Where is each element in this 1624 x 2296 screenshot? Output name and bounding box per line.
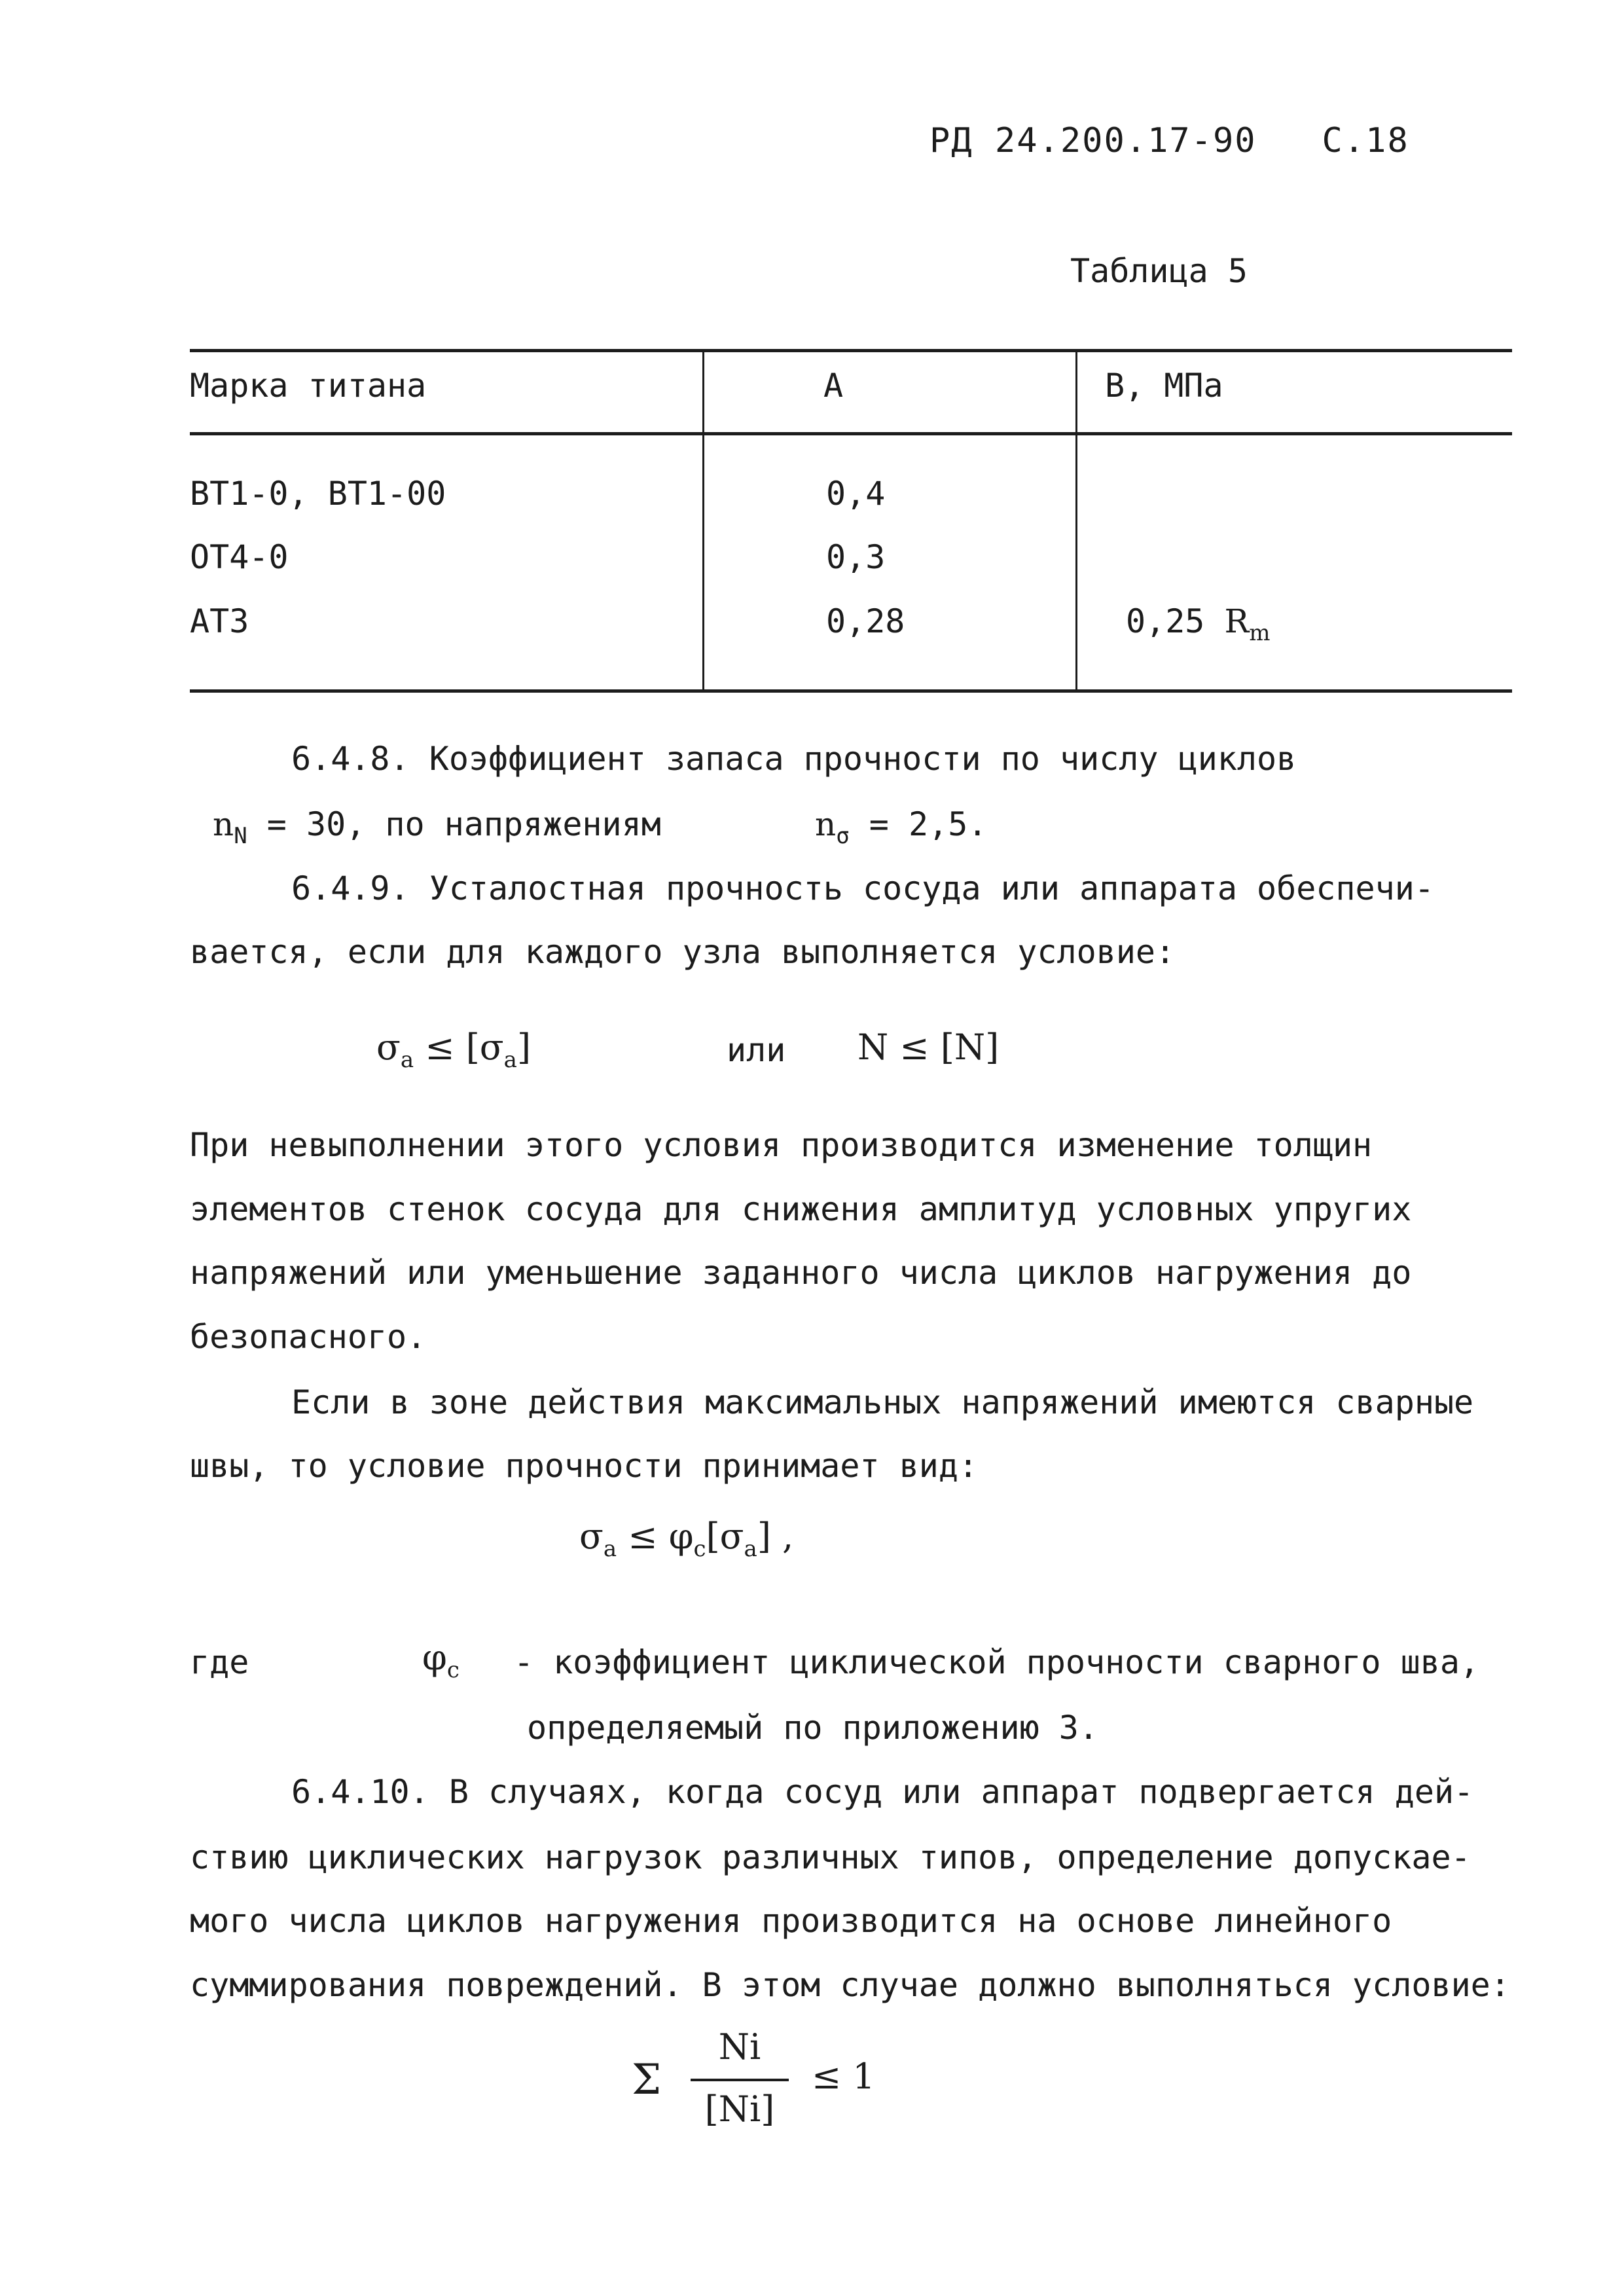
document-reference xyxy=(929,121,1409,160)
where-text-1: - коэффициент циклической прочности сварного шва, xyxy=(514,1643,1480,1681)
welded-seam-condition: $\sigma_a \le \varphi_c[\sigma_a]$ , xyxy=(579,1516,794,1562)
para-6410-line4: суммирования повреждений. В этом случае должно выполняться условие: xyxy=(190,1966,1510,2004)
table-header-a: A xyxy=(823,367,844,405)
doc-code: РД 24.200.17-90 xyxy=(929,121,1257,160)
para-648-line1: 6.4.8. Коэффициент запаса прочности по числу циклов xyxy=(291,740,1297,778)
where-text-2: определяемый по приложению 3. xyxy=(527,1709,1098,1747)
sum-sign: Σ xyxy=(632,2056,662,2104)
table-cell-grade-2: ОТ4-0 xyxy=(190,538,289,576)
table-cell-a-3: 0,28 xyxy=(826,602,905,640)
fraction-denominator: [Ni] xyxy=(704,2088,775,2130)
fatigue-condition-cycles: N ≤ [N] xyxy=(857,1027,1000,1068)
table-divider-2 xyxy=(1075,350,1077,691)
fraction-numerator: Ni xyxy=(718,2026,761,2068)
where-label: где xyxy=(190,1643,249,1681)
table-header-b: B, МПа xyxy=(1105,367,1223,405)
para-649-line5: напряжений или уменьшение заданного числа циклов нагружения до xyxy=(190,1254,1412,1292)
table-cell-grade-3: АТ3 xyxy=(190,602,249,640)
para-649-line4: элементов стенок сосуда для снижения амплитуд условных упругих xyxy=(190,1190,1412,1228)
table-caption: Таблица 5 xyxy=(1070,252,1248,290)
para-6410-line2: ствию циклических нагрузок различных типов, определение допускае- xyxy=(190,1838,1471,1876)
page-number: С.18 xyxy=(1322,121,1409,160)
para-649-line8: швы, то условие прочности принимает вид: xyxy=(190,1447,979,1485)
formula-or: или xyxy=(727,1031,786,1069)
para-649-line2: вается, если для каждого узла выполняется условие: xyxy=(190,933,1176,971)
table-header-rule xyxy=(190,432,1512,435)
para-649-line6: безопасного. xyxy=(190,1318,427,1356)
table-cell-a-1: 0,4 xyxy=(826,475,886,513)
para-6410-line3: мого числа циклов нагружения производится на основе линейного xyxy=(190,1902,1392,1940)
para-649-line1: 6.4.9. Усталостная прочность сосуда или аппарата обеспечи- xyxy=(291,869,1434,907)
table-cell-grade-1: ВТ1-0, ВТ1-00 xyxy=(190,475,446,513)
sum-relation: ≤ 1 xyxy=(812,2056,875,2097)
fraction-bar xyxy=(691,2079,789,2081)
para-649-line3: При невыполнении этого условия производится изменение толщин xyxy=(190,1126,1373,1164)
table-top-rule xyxy=(190,349,1512,352)
para-649-line7: Если в зоне действия максимальных напряжений имеются сварные xyxy=(291,1383,1474,1421)
table-bottom-rule xyxy=(190,689,1512,693)
para-648-nsigma: $n_\sigma = 2,5$. xyxy=(815,805,988,849)
table-cell-a-2: 0,3 xyxy=(826,538,886,576)
table-divider-1 xyxy=(702,350,704,691)
phi-symbol: $\varphi_c$ xyxy=(422,1637,460,1683)
fatigue-condition-stress: $\sigma_a \le [\sigma_a]$ xyxy=(376,1027,532,1073)
table-header-grade: Марка титана xyxy=(190,367,427,405)
damage-fraction xyxy=(691,2026,789,2151)
para-6410-line1: 6.4.10. В случаях, когда сосуд или аппарат подвергается дей- xyxy=(291,1773,1474,1811)
para-648-line2: $n_N = 30$, по напряжениям xyxy=(213,805,661,849)
table-cell-b-3: 0,25 $R_m$ xyxy=(1126,602,1271,646)
